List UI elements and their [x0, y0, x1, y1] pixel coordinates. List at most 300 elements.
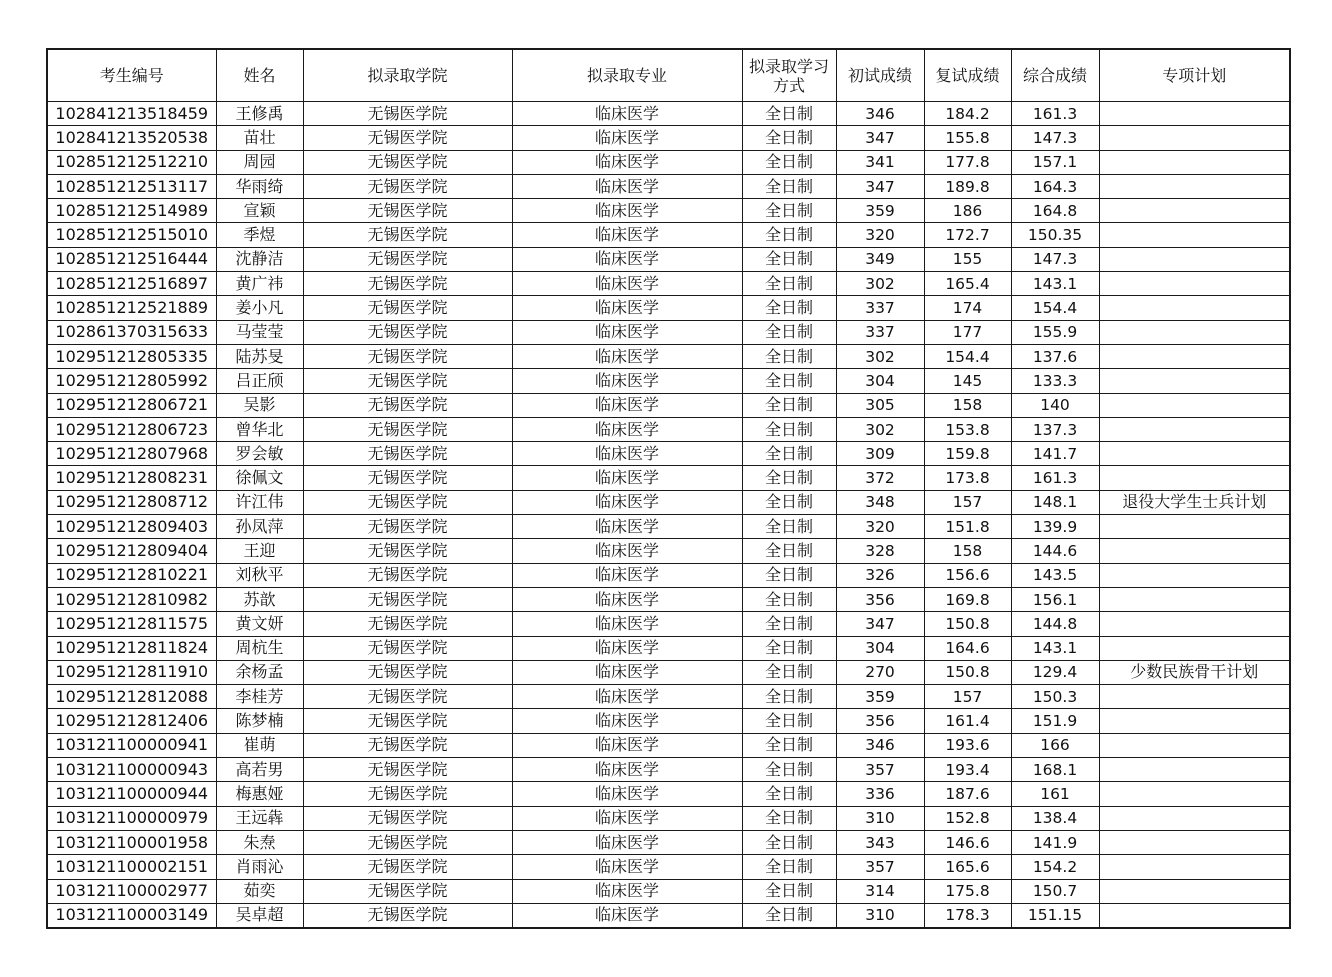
cell-major: 临床医学: [512, 855, 742, 879]
cell-retest-score: 175.8: [924, 879, 1011, 903]
cell-major: 临床医学: [512, 830, 742, 854]
table-row: [47, 758, 1290, 782]
cell-special-plan: 退役大学生士兵计划: [1099, 490, 1290, 514]
cell-prelim-score: 304: [836, 369, 924, 393]
cell-retest-score: 189.8: [924, 174, 1011, 198]
cell-name: 吕正颀: [216, 369, 303, 393]
cell-retest-score: 159.8: [924, 442, 1011, 466]
table-row: [47, 733, 1290, 757]
cell-special-plan: [1099, 466, 1290, 490]
cell-major: 临床医学: [512, 272, 742, 296]
cell-major: 临床医学: [512, 782, 742, 806]
cell-prelim-score: 320: [836, 223, 924, 247]
cell-study-mode: 全日制: [742, 174, 836, 198]
cell-name: 马莹莹: [216, 320, 303, 344]
cell-special-plan: [1099, 709, 1290, 733]
cell-study-mode: 全日制: [742, 660, 836, 684]
cell-college: 无锡医学院: [303, 563, 512, 587]
cell-candidate-id: 102861370315633: [47, 320, 216, 344]
cell-name: 崔萌: [216, 733, 303, 757]
cell-special-plan: [1099, 685, 1290, 709]
cell-college: 无锡医学院: [303, 296, 512, 320]
cell-prelim-score: 305: [836, 393, 924, 417]
cell-major: 临床医学: [512, 344, 742, 368]
cell-special-plan: [1099, 855, 1290, 879]
cell-retest-score: 150.8: [924, 612, 1011, 636]
cell-retest-score: 177: [924, 320, 1011, 344]
cell-name: 黄文妍: [216, 612, 303, 636]
cell-major: 临床医学: [512, 296, 742, 320]
header-name: 姓名: [216, 49, 303, 102]
cell-candidate-id: 102851212514989: [47, 199, 216, 223]
cell-name: 徐佩文: [216, 466, 303, 490]
cell-retest-score: 187.6: [924, 782, 1011, 806]
cell-total-score: 154.2: [1011, 855, 1099, 879]
cell-candidate-id: 102851212516897: [47, 272, 216, 296]
table-row: [47, 369, 1290, 393]
table-row: [47, 539, 1290, 563]
cell-name: 华雨绮: [216, 174, 303, 198]
cell-candidate-id: 102851212521889: [47, 296, 216, 320]
cell-candidate-id: 102951212809404: [47, 539, 216, 563]
cell-prelim-score: 341: [836, 150, 924, 174]
cell-study-mode: 全日制: [742, 223, 836, 247]
cell-total-score: 148.1: [1011, 490, 1099, 514]
cell-major: 临床医学: [512, 466, 742, 490]
cell-name: 高若男: [216, 758, 303, 782]
table-row: [47, 417, 1290, 441]
cell-retest-score: 152.8: [924, 806, 1011, 830]
cell-college: 无锡医学院: [303, 102, 512, 126]
cell-candidate-id: 103121100002151: [47, 855, 216, 879]
cell-total-score: 164.8: [1011, 199, 1099, 223]
cell-total-score: 157.1: [1011, 150, 1099, 174]
cell-prelim-score: 347: [836, 126, 924, 150]
cell-major: 临床医学: [512, 903, 742, 928]
cell-prelim-score: 326: [836, 563, 924, 587]
cell-special-plan: [1099, 636, 1290, 660]
cell-special-plan: [1099, 733, 1290, 757]
cell-retest-score: 155: [924, 247, 1011, 271]
cell-total-score: 133.3: [1011, 369, 1099, 393]
cell-special-plan: [1099, 174, 1290, 198]
cell-name: 许江伟: [216, 490, 303, 514]
cell-retest-score: 173.8: [924, 466, 1011, 490]
cell-special-plan: 少数民族骨干计划: [1099, 660, 1290, 684]
cell-study-mode: 全日制: [742, 320, 836, 344]
cell-prelim-score: 302: [836, 272, 924, 296]
cell-study-mode: 全日制: [742, 199, 836, 223]
cell-college: 无锡医学院: [303, 272, 512, 296]
cell-college: 无锡医学院: [303, 199, 512, 223]
cell-college: 无锡医学院: [303, 369, 512, 393]
cell-prelim-score: 359: [836, 199, 924, 223]
cell-candidate-id: 102951212808712: [47, 490, 216, 514]
table-row: [47, 806, 1290, 830]
cell-name: 余杨孟: [216, 660, 303, 684]
header-row: [47, 49, 1290, 102]
cell-special-plan: [1099, 563, 1290, 587]
cell-major: 临床医学: [512, 539, 742, 563]
cell-name: 茹奕: [216, 879, 303, 903]
cell-college: 无锡医学院: [303, 782, 512, 806]
cell-candidate-id: 102951212807968: [47, 442, 216, 466]
table-row: [47, 709, 1290, 733]
cell-study-mode: 全日制: [742, 393, 836, 417]
cell-name: 孙凤萍: [216, 515, 303, 539]
cell-special-plan: [1099, 539, 1290, 563]
cell-total-score: 143.1: [1011, 636, 1099, 660]
table-row: [47, 126, 1290, 150]
table-row: [47, 660, 1290, 684]
table-row: [47, 442, 1290, 466]
cell-total-score: 147.3: [1011, 247, 1099, 271]
cell-special-plan: [1099, 369, 1290, 393]
cell-study-mode: 全日制: [742, 855, 836, 879]
header-prelim-score: 初试成绩: [836, 49, 924, 102]
cell-name: 王迎: [216, 539, 303, 563]
header-special-plan: 专项计划: [1099, 49, 1290, 102]
cell-candidate-id: 103121100003149: [47, 903, 216, 928]
cell-study-mode: 全日制: [742, 417, 836, 441]
cell-college: 无锡医学院: [303, 855, 512, 879]
cell-total-score: 137.3: [1011, 417, 1099, 441]
cell-college: 无锡医学院: [303, 636, 512, 660]
cell-prelim-score: 359: [836, 685, 924, 709]
cell-college: 无锡医学院: [303, 466, 512, 490]
cell-retest-score: 177.8: [924, 150, 1011, 174]
cell-major: 临床医学: [512, 320, 742, 344]
cell-study-mode: 全日制: [742, 830, 836, 854]
cell-college: 无锡医学院: [303, 758, 512, 782]
cell-candidate-id: 102951212806721: [47, 393, 216, 417]
cell-college: 无锡医学院: [303, 879, 512, 903]
cell-total-score: 150.7: [1011, 879, 1099, 903]
cell-total-score: 151.9: [1011, 709, 1099, 733]
cell-college: 无锡医学院: [303, 490, 512, 514]
cell-college: 无锡医学院: [303, 247, 512, 271]
cell-major: 临床医学: [512, 174, 742, 198]
cell-candidate-id: 103121100002977: [47, 879, 216, 903]
cell-retest-score: 172.7: [924, 223, 1011, 247]
cell-candidate-id: 102951212810221: [47, 563, 216, 587]
cell-special-plan: [1099, 199, 1290, 223]
cell-total-score: 151.15: [1011, 903, 1099, 928]
cell-major: 临床医学: [512, 758, 742, 782]
cell-name: 刘秋平: [216, 563, 303, 587]
cell-prelim-score: 357: [836, 758, 924, 782]
cell-candidate-id: 103121100000979: [47, 806, 216, 830]
table-row: [47, 223, 1290, 247]
cell-prelim-score: 309: [836, 442, 924, 466]
table-row: [47, 563, 1290, 587]
cell-retest-score: 157: [924, 685, 1011, 709]
cell-name: 苗壮: [216, 126, 303, 150]
header-candidate-id: 考生编号: [47, 49, 216, 102]
cell-total-score: 139.9: [1011, 515, 1099, 539]
cell-college: 无锡医学院: [303, 587, 512, 611]
table-row: [47, 612, 1290, 636]
cell-total-score: 143.1: [1011, 272, 1099, 296]
table-row: [47, 830, 1290, 854]
cell-study-mode: 全日制: [742, 272, 836, 296]
cell-candidate-id: 103121100000944: [47, 782, 216, 806]
cell-prelim-score: 304: [836, 636, 924, 660]
cell-retest-score: 193.6: [924, 733, 1011, 757]
cell-prelim-score: 348: [836, 490, 924, 514]
cell-name: 曾华北: [216, 417, 303, 441]
cell-college: 无锡医学院: [303, 612, 512, 636]
cell-study-mode: 全日制: [742, 490, 836, 514]
table-row: [47, 879, 1290, 903]
cell-name: 肖雨沁: [216, 855, 303, 879]
cell-total-score: 129.4: [1011, 660, 1099, 684]
cell-major: 临床医学: [512, 247, 742, 271]
header-college: 拟录取学院: [303, 49, 512, 102]
cell-retest-score: 155.8: [924, 126, 1011, 150]
cell-study-mode: 全日制: [742, 612, 836, 636]
cell-college: 无锡医学院: [303, 733, 512, 757]
table-row: [47, 466, 1290, 490]
cell-total-score: 140: [1011, 393, 1099, 417]
cell-college: 无锡医学院: [303, 806, 512, 830]
cell-retest-score: 156.6: [924, 563, 1011, 587]
cell-retest-score: 146.6: [924, 830, 1011, 854]
cell-major: 临床医学: [512, 515, 742, 539]
cell-retest-score: 161.4: [924, 709, 1011, 733]
cell-special-plan: [1099, 102, 1290, 126]
cell-special-plan: [1099, 782, 1290, 806]
cell-prelim-score: 310: [836, 903, 924, 928]
cell-special-plan: [1099, 442, 1290, 466]
cell-retest-score: 145: [924, 369, 1011, 393]
cell-total-score: 144.8: [1011, 612, 1099, 636]
cell-total-score: 141.7: [1011, 442, 1099, 466]
cell-total-score: 156.1: [1011, 587, 1099, 611]
table-row: [47, 685, 1290, 709]
cell-study-mode: 全日制: [742, 563, 836, 587]
table-row: [47, 636, 1290, 660]
cell-total-score: 161.3: [1011, 102, 1099, 126]
cell-prelim-score: 310: [836, 806, 924, 830]
cell-candidate-id: 102951212805992: [47, 369, 216, 393]
cell-retest-score: 193.4: [924, 758, 1011, 782]
cell-major: 临床医学: [512, 709, 742, 733]
cell-study-mode: 全日制: [742, 903, 836, 928]
cell-total-score: 150.35: [1011, 223, 1099, 247]
cell-retest-score: 150.8: [924, 660, 1011, 684]
cell-candidate-id: 102851212516444: [47, 247, 216, 271]
cell-major: 临床医学: [512, 199, 742, 223]
table-row: [47, 272, 1290, 296]
cell-retest-score: 157: [924, 490, 1011, 514]
cell-total-score: 144.6: [1011, 539, 1099, 563]
cell-candidate-id: 102851212512210: [47, 150, 216, 174]
cell-name: 苏歆: [216, 587, 303, 611]
cell-college: 无锡医学院: [303, 539, 512, 563]
cell-prelim-score: 320: [836, 515, 924, 539]
cell-major: 临床医学: [512, 612, 742, 636]
cell-candidate-id: 102851212513117: [47, 174, 216, 198]
cell-candidate-id: 102951212805335: [47, 344, 216, 368]
cell-prelim-score: 346: [836, 733, 924, 757]
cell-prelim-score: 347: [836, 174, 924, 198]
cell-name: 李桂芳: [216, 685, 303, 709]
cell-major: 临床医学: [512, 490, 742, 514]
table-row: [47, 247, 1290, 271]
cell-prelim-score: 302: [836, 344, 924, 368]
cell-candidate-id: 102951212812406: [47, 709, 216, 733]
cell-major: 临床医学: [512, 417, 742, 441]
cell-study-mode: 全日制: [742, 636, 836, 660]
cell-retest-score: 153.8: [924, 417, 1011, 441]
cell-special-plan: [1099, 150, 1290, 174]
cell-college: 无锡医学院: [303, 174, 512, 198]
cell-total-score: 161.3: [1011, 466, 1099, 490]
cell-study-mode: 全日制: [742, 806, 836, 830]
cell-candidate-id: 103121100001958: [47, 830, 216, 854]
cell-study-mode: 全日制: [742, 515, 836, 539]
cell-total-score: 141.9: [1011, 830, 1099, 854]
cell-prelim-score: 270: [836, 660, 924, 684]
cell-candidate-id: 102951212812088: [47, 685, 216, 709]
cell-total-score: 161: [1011, 782, 1099, 806]
cell-retest-score: 164.6: [924, 636, 1011, 660]
cell-retest-score: 184.2: [924, 102, 1011, 126]
cell-total-score: 164.3: [1011, 174, 1099, 198]
cell-college: 无锡医学院: [303, 417, 512, 441]
cell-major: 临床医学: [512, 393, 742, 417]
cell-prelim-score: 356: [836, 587, 924, 611]
cell-college: 无锡医学院: [303, 393, 512, 417]
cell-total-score: 168.1: [1011, 758, 1099, 782]
cell-total-score: 154.4: [1011, 296, 1099, 320]
cell-name: 季煜: [216, 223, 303, 247]
cell-prelim-score: 336: [836, 782, 924, 806]
cell-major: 临床医学: [512, 369, 742, 393]
cell-total-score: 138.4: [1011, 806, 1099, 830]
cell-name: 周杭生: [216, 636, 303, 660]
cell-college: 无锡医学院: [303, 320, 512, 344]
cell-college: 无锡医学院: [303, 709, 512, 733]
cell-retest-score: 158: [924, 393, 1011, 417]
cell-major: 临床医学: [512, 685, 742, 709]
cell-college: 无锡医学院: [303, 150, 512, 174]
cell-name: 陈梦楠: [216, 709, 303, 733]
cell-total-score: 150.3: [1011, 685, 1099, 709]
cell-candidate-id: 102951212811910: [47, 660, 216, 684]
cell-candidate-id: 102951212811575: [47, 612, 216, 636]
table-row: [47, 393, 1290, 417]
cell-major: 临床医学: [512, 879, 742, 903]
cell-name: 吴影: [216, 393, 303, 417]
cell-study-mode: 全日制: [742, 758, 836, 782]
cell-special-plan: [1099, 417, 1290, 441]
cell-retest-score: 158: [924, 539, 1011, 563]
cell-prelim-score: 343: [836, 830, 924, 854]
cell-special-plan: [1099, 223, 1290, 247]
cell-special-plan: [1099, 758, 1290, 782]
cell-retest-score: 169.8: [924, 587, 1011, 611]
cell-major: 临床医学: [512, 636, 742, 660]
cell-name: 黄广祎: [216, 272, 303, 296]
header-major: 拟录取专业: [512, 49, 742, 102]
cell-total-score: 137.6: [1011, 344, 1099, 368]
cell-major: 临床医学: [512, 563, 742, 587]
cell-retest-score: 165.4: [924, 272, 1011, 296]
cell-prelim-score: 302: [836, 417, 924, 441]
cell-candidate-id: 102841213520538: [47, 126, 216, 150]
cell-name: 罗会敏: [216, 442, 303, 466]
cell-college: 无锡医学院: [303, 685, 512, 709]
cell-special-plan: [1099, 879, 1290, 903]
cell-retest-score: 178.3: [924, 903, 1011, 928]
cell-total-score: 166: [1011, 733, 1099, 757]
cell-study-mode: 全日制: [742, 296, 836, 320]
cell-study-mode: 全日制: [742, 344, 836, 368]
cell-special-plan: [1099, 806, 1290, 830]
cell-name: 朱焘: [216, 830, 303, 854]
cell-prelim-score: 314: [836, 879, 924, 903]
cell-study-mode: 全日制: [742, 102, 836, 126]
cell-name: 梅惠娅: [216, 782, 303, 806]
cell-major: 临床医学: [512, 587, 742, 611]
cell-study-mode: 全日制: [742, 466, 836, 490]
cell-prelim-score: 372: [836, 466, 924, 490]
cell-major: 临床医学: [512, 102, 742, 126]
table-row: [47, 150, 1290, 174]
cell-total-score: 155.9: [1011, 320, 1099, 344]
cell-special-plan: [1099, 272, 1290, 296]
cell-study-mode: 全日制: [742, 539, 836, 563]
table-row: [47, 174, 1290, 198]
cell-study-mode: 全日制: [742, 247, 836, 271]
cell-total-score: 143.5: [1011, 563, 1099, 587]
cell-major: 临床医学: [512, 150, 742, 174]
table-row: [47, 102, 1290, 126]
cell-special-plan: [1099, 320, 1290, 344]
cell-college: 无锡医学院: [303, 344, 512, 368]
cell-college: 无锡医学院: [303, 442, 512, 466]
cell-college: 无锡医学院: [303, 223, 512, 247]
cell-study-mode: 全日制: [742, 782, 836, 806]
cell-study-mode: 全日制: [742, 369, 836, 393]
cell-prelim-score: 337: [836, 296, 924, 320]
cell-special-plan: [1099, 515, 1290, 539]
cell-major: 临床医学: [512, 660, 742, 684]
cell-candidate-id: 103121100000941: [47, 733, 216, 757]
cell-college: 无锡医学院: [303, 126, 512, 150]
header-study-mode: 拟录取学习方式: [742, 49, 836, 102]
table-row: [47, 855, 1290, 879]
cell-candidate-id: 102951212808231: [47, 466, 216, 490]
table-row: [47, 782, 1290, 806]
table-row: [47, 320, 1290, 344]
cell-major: 临床医学: [512, 126, 742, 150]
cell-name: 陆苏旻: [216, 344, 303, 368]
table-row: [47, 344, 1290, 368]
cell-special-plan: [1099, 903, 1290, 928]
header-total-score: 综合成绩: [1011, 49, 1099, 102]
cell-name: 吴卓超: [216, 903, 303, 928]
cell-prelim-score: 349: [836, 247, 924, 271]
table-row: [47, 199, 1290, 223]
cell-major: 临床医学: [512, 806, 742, 830]
cell-prelim-score: 328: [836, 539, 924, 563]
cell-special-plan: [1099, 612, 1290, 636]
cell-name: 周园: [216, 150, 303, 174]
cell-study-mode: 全日制: [742, 150, 836, 174]
